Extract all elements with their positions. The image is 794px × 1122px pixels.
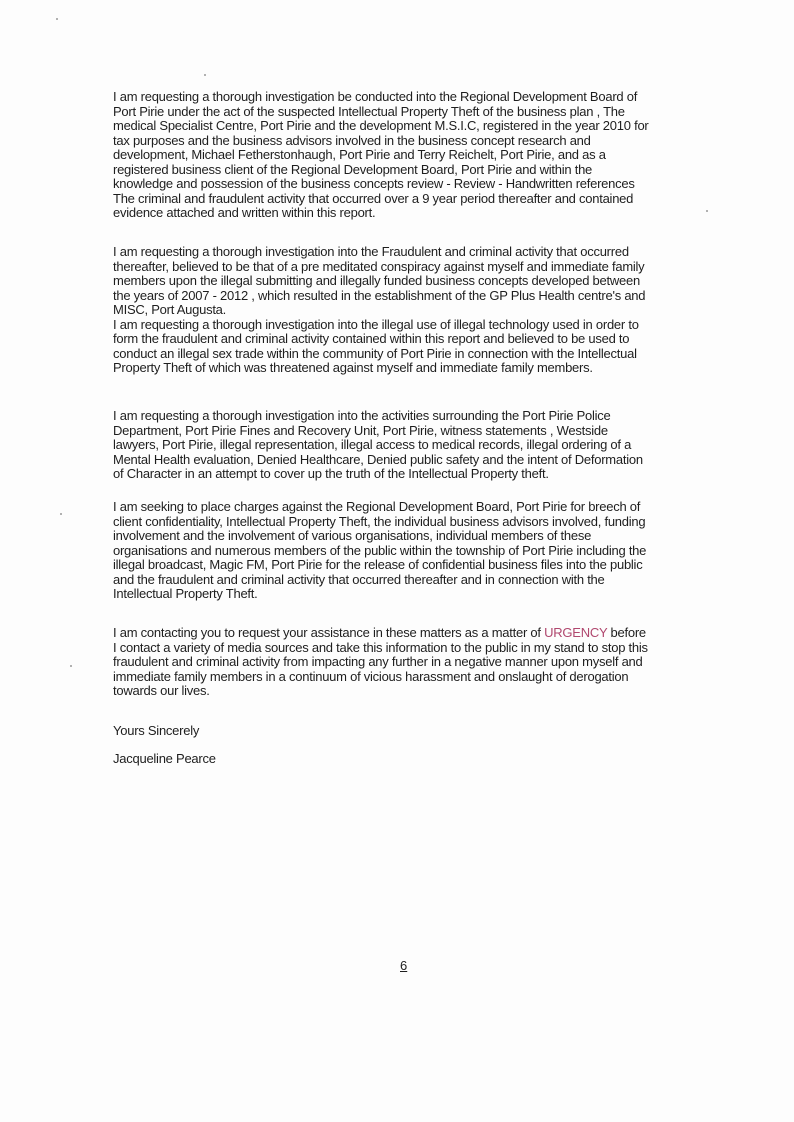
text-line: towards our lives. xyxy=(113,683,210,698)
urgency-highlight: URGENCY xyxy=(544,625,608,640)
text-line: lawyers, Port Pirie, illegal representation, illegal access to medical records, illegal ordering of a xyxy=(113,437,632,452)
signature-name: Jacqueline Pearce xyxy=(113,751,216,766)
text-line: Intellectual Property Theft. xyxy=(113,586,258,601)
text-line: registered business client of the Regional Development Board, Port Pirie and within the xyxy=(113,161,593,177)
text-line: Port Pirie under the act of the suspected Intellectual Property Theft of the business plan , The xyxy=(113,103,625,119)
text-line: knowledge and possession of the business concepts review - Review - Handwritten references xyxy=(113,176,635,191)
page-number: 6 xyxy=(400,958,408,973)
text-line: form the fraudulent and criminal activity contained within this report and believed to be used to xyxy=(113,331,630,346)
paragraph-investigation-rdb xyxy=(113,90,649,221)
text-line: client confidentiality, Intellectual Property Theft, the individual business advisors involved, funding xyxy=(113,513,646,529)
text-line: I am requesting a thorough investigation into the Fraudulent and criminal activity that occurred xyxy=(113,244,629,259)
paragraph-charges xyxy=(113,500,646,602)
scan-speck xyxy=(204,74,206,76)
scan-speck xyxy=(56,18,58,20)
scan-speck xyxy=(60,513,62,515)
text-line: I contact a variety of media sources and take this information to the public in my stand to stop this xyxy=(113,639,648,655)
text-line: I am requesting a thorough investigation into the activities surrounding the Port Pirie Police xyxy=(113,408,611,423)
scan-speck xyxy=(706,210,708,212)
scan-speck xyxy=(70,665,72,667)
text-line: conduct an illegal sex trade within the community of Port Pirie in connection with the Intellectual xyxy=(113,345,637,361)
text-line: of Character in an attempt to cover up the truth of the Intellectual Property theft. xyxy=(113,466,549,481)
text-line: Mental Health evaluation, Denied Healthcare, Denied public safety and the intent of Deformation xyxy=(113,451,643,467)
text-line: development, Michael Fetherstonhaugh, Port Pirie and Terry Reichelt, Port Pirie, and as a xyxy=(113,147,606,162)
text-line: Property Theft of which was threatened against myself and immediate family members. xyxy=(113,360,593,375)
text-line: I am requesting a thorough investigation be conducted into the Regional Development Board of xyxy=(113,89,638,104)
text-line: The criminal and fraudulent activity that occurred over a 9 year period thereafter and contained xyxy=(113,190,634,206)
text-fragment: I am contacting you to request your assistance in these matters as a matter of xyxy=(113,625,545,640)
text-line xyxy=(113,626,648,641)
text-line: Department, Port Pirie Fines and Recovery Unit, Port Pirie, witness statements , Westside xyxy=(113,422,608,438)
text-line: medical Specialist Centre, Port Pirie and the development M.S.I.C, registered in the year 2010 for xyxy=(113,118,649,133)
text-line: evidence attached and written within this report. xyxy=(113,205,376,220)
signoff: Yours Sincerely xyxy=(113,723,200,738)
text-line: the years of 2007 - 2012 , which resulted in the establishment of the GP Plus Health centre's and xyxy=(113,287,646,303)
text-line: and the fraudulent and criminal activity that occurred thereafter and in connection with the xyxy=(113,571,605,587)
text-line: immediate family members in a continuum of vicious harassment and onslaught of derogation xyxy=(113,668,629,684)
paragraph-investigation-police xyxy=(113,409,643,482)
text-line: I am seeking to place charges against the Regional Development Board, Port Pirie for breech of xyxy=(113,499,641,514)
paragraph-closing xyxy=(113,626,648,699)
text-line: MISC, Port Augusta. xyxy=(113,302,227,317)
text-line: organisations and numerous members of the public within the township of Port Pirie including the xyxy=(113,542,647,558)
text-line: involvement and the involvement of various organisations, individual members of these xyxy=(113,528,592,543)
text-line: members upon the illegal submitting and illegally funded business concepts developed between xyxy=(113,273,640,288)
text-line: tax purposes and the business advisors involved in the business concept research and xyxy=(113,132,591,148)
text-line: I am requesting a thorough investigation into the illegal use of illegal technology used in order to xyxy=(113,316,639,332)
text-line: illegal broadcast, Magic FM, Port Pirie for the release of confidential business files into the public xyxy=(113,557,643,572)
text-fragment: before xyxy=(607,625,646,640)
text-line: thereafter, believed to be that of a pre meditated conspiracy against myself and immediate family xyxy=(113,258,645,274)
paragraph-investigation-fraud xyxy=(113,245,645,376)
text-line: fraudulent and criminal activity from impacting any further in a negative manner upon myself and xyxy=(113,654,643,669)
